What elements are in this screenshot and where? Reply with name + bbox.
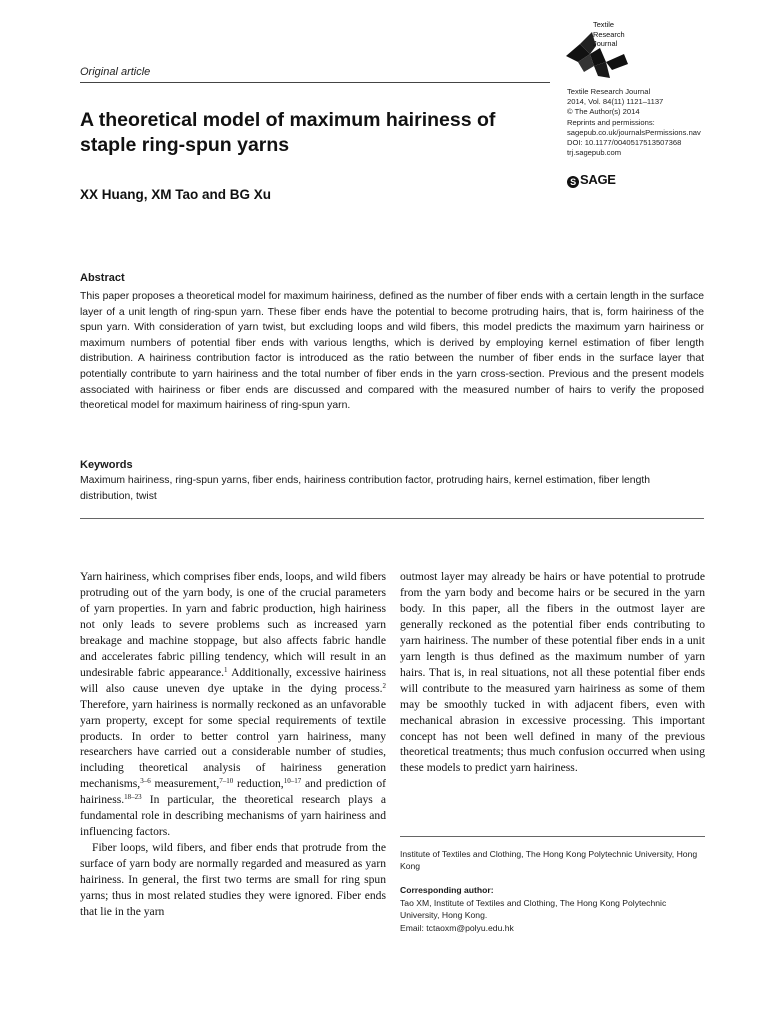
logo-line-1: Textile	[593, 20, 614, 29]
body-paragraph	[80, 569, 386, 840]
publisher-name: SAGE	[580, 172, 616, 187]
body-text: reduction,	[233, 777, 284, 791]
corresponding-author-name: Tao XM, Institute of Textiles and Clothing, The Hong Kong Polytechnic University, Hong Kong.	[400, 898, 667, 921]
corresponding-author-details	[400, 897, 705, 934]
header-rule	[80, 82, 550, 83]
corresponding-author-email[interactable]: Email: tctaoxm@polyu.edu.hk	[400, 922, 514, 933]
body-text: Additionally, excessive hairiness will also cause uneven dye uptake in the dying process.	[80, 665, 386, 695]
citation-ref[interactable]: 2	[382, 681, 386, 690]
journal-logo-text	[593, 20, 625, 49]
journal-name: Textile Research Journal	[567, 87, 651, 96]
journal-reprints: Reprints and permissions:	[567, 117, 655, 127]
journal-reprints-link[interactable]: sagepub.co.uk/journalsPermissions.nav	[567, 127, 701, 137]
publisher-logo	[567, 172, 616, 188]
keywords-text: Maximum hairiness, ring-spun yarns, fiber ends, hairiness contribution factor, protruding hairs, kernel estimation, fiber length distribution, twist	[80, 475, 651, 502]
author-affiliation: Institute of Textiles and Clothing, The Hong Kong Polytechnic University, Hong Kong	[400, 849, 698, 872]
abstract-heading: Abstract	[80, 272, 125, 284]
corresponding-author-heading: Corresponding author:	[400, 885, 494, 895]
citation-ref[interactable]: 10–17	[283, 777, 302, 786]
sage-icon: S	[567, 176, 579, 188]
body-text: Yarn hairiness, which comprises fiber ends, loops, and wild fibers protruding out of the yarn body, is one of the crucial parameters of yarn properties. In yarn and fabric production, high hairiness not only leads to severe problems such as increased yarn breakage and machine stoppage, but also affects fabric handle and accelerates fabric pilling tendency, which will result in an undesirable fabric appearance.	[80, 570, 386, 679]
journal-volume: 2014, Vol. 84(11) 1121–1137	[567, 97, 664, 107]
body-text: measurement,	[150, 777, 220, 791]
citation-ref[interactable]: 3–6	[140, 777, 151, 786]
body-paragraph: outmost layer may already be hairs or have potential to protrude from the yarn body and become hairs or be secured in the yarn body. In this paper, all the fibers in the outmost layer are generally reckoned as the potential fiber ends contributing to yarn hairiness. The number of these potential fiber ends in a unit yarn length is thus defined as the maximum number of yarn hairs. That is, in real situations, not all these potential fiber ends will contribute to the measured yarn hairiness as some of them may be smoothly tucked in with adjacent fibers, even with mechanical abrasion in excessive processing. This important concept has not been well defined in many of the previous theoretical treatments; thus much confusion occurred when using these models to predict yarn hairiness.	[400, 570, 705, 775]
journal-site-link[interactable]: trj.sagepub.com	[567, 148, 622, 158]
footnote-rule	[400, 836, 705, 837]
logo-line-2: Research	[593, 29, 625, 39]
article-type: Original article	[80, 66, 151, 78]
citation-ref[interactable]: 7–10	[219, 777, 234, 786]
journal-logo	[566, 20, 636, 84]
article-title: A theoretical model of maximum hairiness of staple ring-spun yarns	[80, 109, 496, 156]
citation-ref[interactable]: 18–23	[124, 793, 142, 802]
abstract-rule	[80, 518, 704, 519]
body-text: and prediction of hairiness.	[80, 777, 386, 807]
body-paragraph: Fiber loops, wild fibers, and fiber ends that protrude from the surface of yarn body are normally regarded and measured as yarn hairiness. In general, the first two terms are small for ring spun yarns; thus in most related studies they were ignored. Fiber ends that lie in the yarn	[80, 841, 386, 919]
author-list: XX Huang, XM Tao and BG Xu	[80, 187, 272, 202]
journal-doi[interactable]: DOI: 10.1177/0040517513507368	[567, 138, 682, 148]
body-column-left	[80, 569, 386, 920]
journal-info	[567, 87, 757, 158]
citation-ref[interactable]: 1	[224, 665, 228, 674]
journal-copyright: © The Author(s) 2014	[567, 107, 640, 117]
body-column-right	[400, 569, 705, 776]
body-text: In particular, the theoretical research plays a fundamental role in describing mechanisms of yarn hairiness and influencing factors.	[80, 793, 386, 839]
logo-line-3: Journal	[593, 39, 618, 49]
abstract-text: This paper proposes a theoretical model for maximum hairiness, defined as the number of fiber ends with a certain length in the surface layer of a unit length of ring-spun yarn. These fiber ends have the potential to become protruding hairs, that is, form hairiness of the spun yarn. With consideration of yarn twist, but excluding loops and wild fibers, this model predicts the maximum yarn hairiness or maximum numbers of potential fiber ends with various lengths, which is derived by employing kernel estimation of fiber length distribution. A hairiness contribution factor is introduced as the ratio between the number of fiber ends in the surface layer that potentially contribute to yarn hairiness and the total number of fiber ends in the yarn cross-section. Previous and the present models associated with hairiness or fiber ends are discussed and compared with the measured number of hairs to verify the proposed theoretical model for maximum hairiness of ring-spun yarn.	[80, 291, 704, 412]
body-text: Therefore, yarn hairiness is normally reckoned as an unfavorable yarn property, except for some special requirements of textile products. In order to better control yarn hairiness, many researchers have carried out a considerable number of studies, including theoretical analysis of hairiness generation mechanisms,	[80, 697, 386, 791]
keywords-heading: Keywords	[80, 459, 133, 471]
